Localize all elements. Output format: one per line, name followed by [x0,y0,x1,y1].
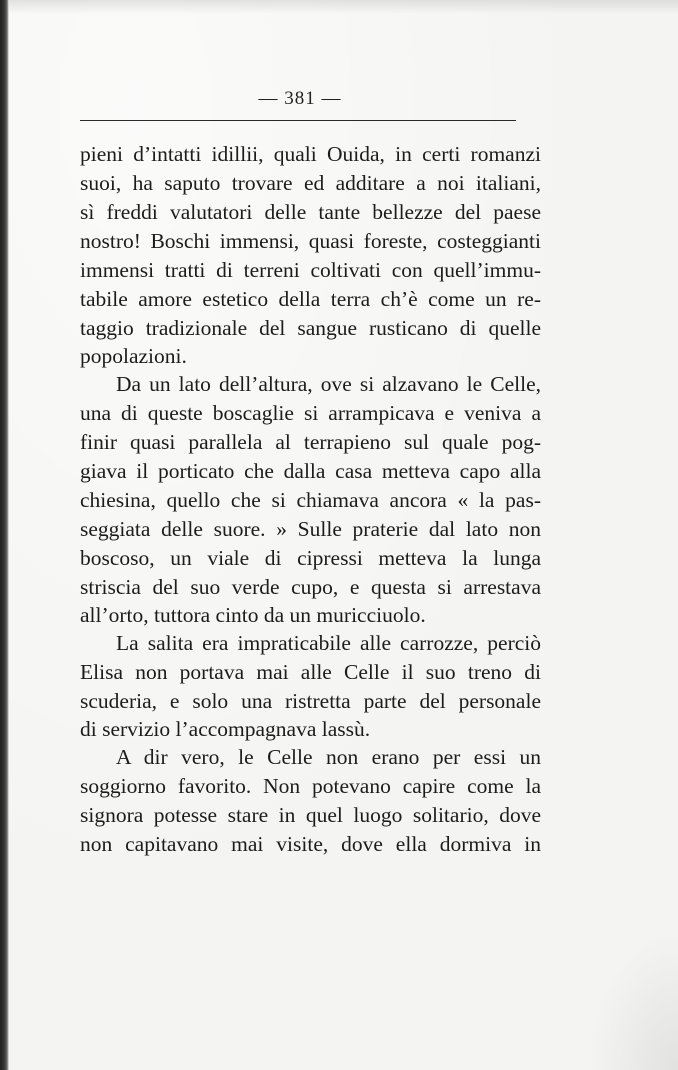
header-rule [80,120,516,121]
page-shading [9,0,678,14]
text-line: soggiorno favorito. Non potevano capire come la [80,774,541,798]
text-line: all’orto, tuttora cinto da un muricciuolo. [80,603,426,627]
text-line: striscia del suo verde cupo, e questa si arrestava [80,575,541,599]
text-line: nostro! Boschi immensi, quasi foreste, costeggianti [80,229,541,253]
text-line: Elisa non portava mai alle Celle il suo treno di [80,660,541,684]
binding-edge [0,0,9,1070]
text-line: sì freddi valutatori delle tante bellezze del paese [80,200,541,224]
text-line: signora potesse stare in quel luogo solitario, dove [80,803,541,827]
text-line: suoi, ha saputo trovare ed additare a noi italiani, [80,171,541,195]
corner-shading [588,930,678,1070]
text-line: chiesina, quello che si chiamava ancora « la pas- [80,488,541,512]
text-line: taggio tradizionale del sangue rusticano di quelle [80,316,541,340]
text-line: seggiata delle suore. » Sulle praterie dal lato non [80,517,541,541]
paragraph-start: Da un lato dell’altura, ove si alzavano le Celle, [116,372,541,396]
text-line: popolazioni. [80,344,187,368]
text-line: non capitavano mai visite, dove ella dormiva in [80,832,541,856]
text-line: giava il porticato che dalla casa metteva capo alla [80,459,541,483]
paragraph-start: A dir vero, le Celle non erano per essi un [116,745,541,769]
page-number: — 381 — [258,88,342,109]
text-line: di servizio l’accompagnava lassù. [80,717,371,741]
text-line: pieni d’intatti idillii, quali Ouida, in certi romanzi [80,142,541,166]
text-line: immensi tratti di terreni coltivati con quell’immu- [80,258,541,282]
text-line: boscoso, un viale di cipressi metteva la lunga [80,546,541,570]
text-line: finir quasi parallela al terrapieno sul quale pog- [80,430,541,454]
paragraph-start: La salita era impraticabile alle carrozze, perciò [116,631,541,655]
text-line: una di queste boscaglie si arrampicava e veniva a [80,401,541,425]
text-line: scuderia, e solo una ristretta parte del personale [80,689,541,713]
text-line: tabile amore estetico della terra ch’è come un re- [80,287,541,311]
